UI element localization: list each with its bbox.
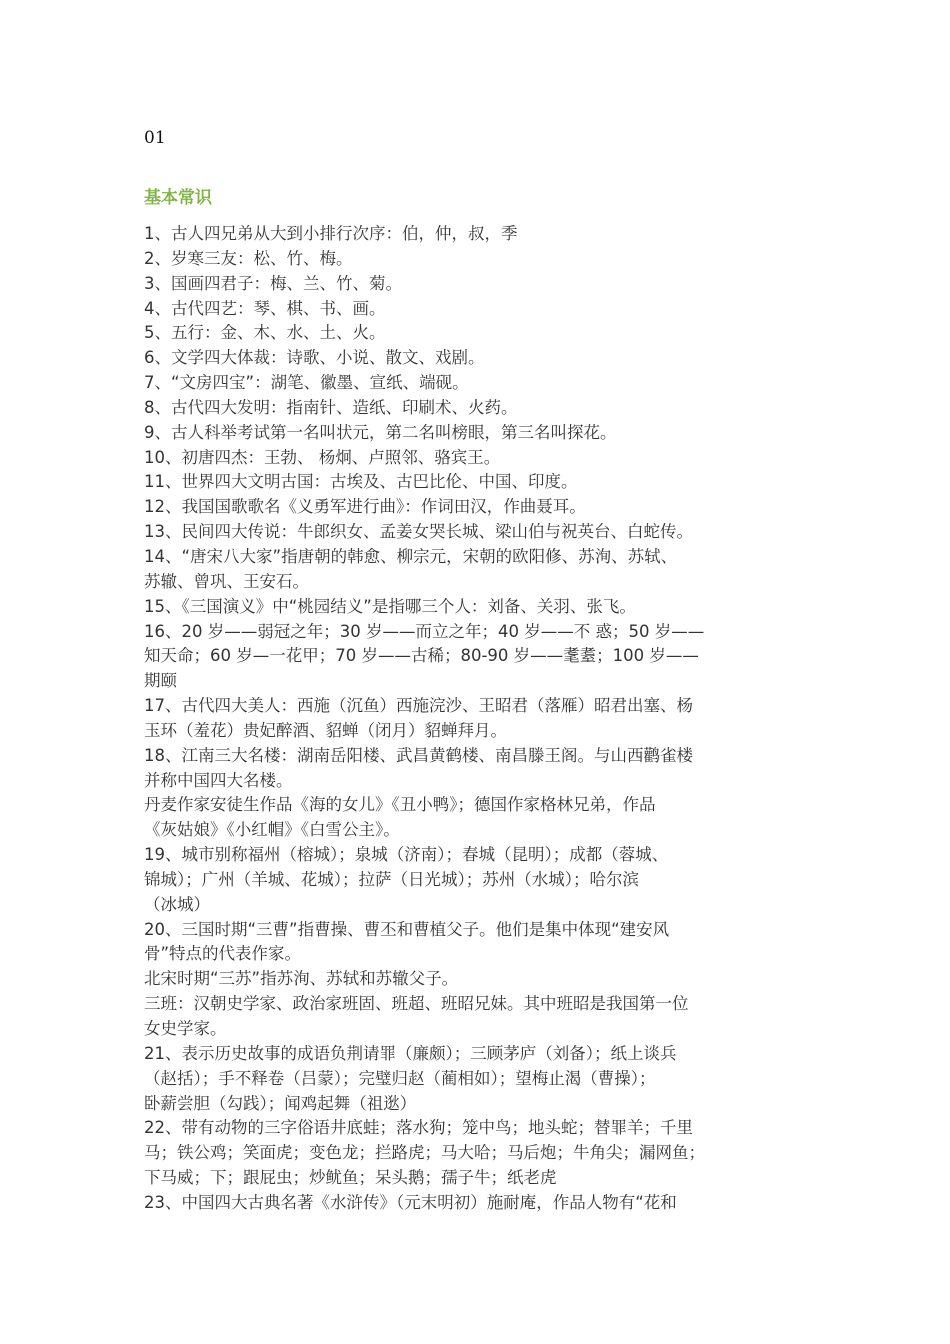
text-line: 19、城市别称福州（榕城）；泉城（济南）；春城（昆明）；成都（蓉城、 — [144, 845, 669, 865]
text-line: 知天命；60 岁—一花甲；70 岁——古稀；80-90 岁——耄耋；100 岁—— — [144, 646, 699, 666]
text-line: 22、带有动物的三字俗语井底蛙；落水狗；笼中鸟；地头蛇；替罪羊；千里 — [144, 1118, 693, 1138]
text-line: 骨”特点的代表作家。 — [144, 944, 302, 964]
text-line: （赵括）；手不释卷（吕蒙）；完璧归赵（蔺相如）；望梅止渴（曹操）； — [144, 1068, 656, 1088]
text-line: 4、古代四艺：琴、棋、书、画。 — [144, 298, 386, 318]
text-line: 女史学家。 — [144, 1019, 227, 1038]
section-title: 基本常识 — [144, 188, 212, 208]
text-line: 20、三国时期“三曹”指曹操、曹丕和曹植父子。他们是集中体现“建安风 — [144, 919, 670, 939]
text-line: 7、“文房四宝”：湖笔、徽墨、宣纸、端砚。 — [144, 373, 469, 393]
text-line: 丹麦作家安徒生作品《海的女儿》《丑小鸭》；德国作家格林兄弟，作品 — [144, 795, 656, 815]
text-line: 《灰姑娘》《小红帽》《白雪公主》。 — [144, 820, 400, 840]
text-line: 卧薪尝胆（勾践）；闻鸡起舞（祖逖） — [144, 1093, 417, 1113]
text-line: 5、五行：金、木、水、土、火。 — [144, 323, 386, 343]
text-line: 1、古人四兄弟从大到小排行次序：伯，仲，叔，季 — [144, 224, 518, 243]
text-line: 13、民间四大传说：牛郎织女、孟姜女哭长城、梁山伯与祝英台、白蛇传。 — [144, 522, 693, 542]
text-line: 并称中国四大名楼。 — [144, 770, 293, 790]
text-line: 下马威；下；跟屁虫；炒鱿鱼；呆头鹅；孺子牛；纸老虎 — [144, 1168, 557, 1188]
text-line: 12、我国国歌歌名《义勇军进行曲》：作词田汉，作曲聂耳。 — [144, 497, 586, 517]
text-line: 苏辙、曾巩、王安石。 — [144, 571, 309, 591]
text-line: 23、中国四大古典名著《水浒传》（元末明初）施耐庵，作品人物有“花和 — [144, 1192, 677, 1212]
text-line: 14、“唐宋八大家”指唐朝的韩愈、柳宗元，宋朝的欧阳修、苏洵、苏轼、 — [144, 546, 678, 566]
text-line: 3、国画四君子：梅、兰、竹、菊。 — [144, 273, 402, 293]
text-line: 8、古代四大发明：指南针、造纸、印刷术、火药。 — [144, 397, 518, 417]
text-line: 18、江南三大名楼：湖南岳阳楼、武昌黄鹤楼、南昌滕王阁。与山西鹳雀楼 — [144, 745, 693, 765]
text-line: 北宋时期“三苏”指苏洵、苏轼和苏辙父子。 — [144, 969, 459, 989]
text-line: 6、文学四大体裁：诗歌、小说、散文、戏剧。 — [144, 348, 485, 368]
text-line: 期颐 — [144, 671, 177, 691]
text-line: 2、岁寒三友：松、竹、梅。 — [144, 248, 353, 268]
text-line: 10、初唐四杰：王勃、 杨炯、卢照邻、骆宾王。 — [144, 447, 501, 467]
text-line: 11、世界四大文明古国：古埃及、古巴比伦、中国、印度。 — [144, 472, 578, 492]
text-line: 21、表示历史故事的成语负荆请罪（廉颇）；三顾茅庐（刘备）；纸上谈兵 — [144, 1043, 677, 1063]
text-line: 玉环（羞花）贵妃醉酒、貂蝉（闭月）貂蝉拜月。 — [144, 720, 507, 740]
text-line: 9、古人科举考试第一名叫状元，第二名叫榜眼，第三名叫探花。 — [144, 422, 617, 442]
text-line: 三班：汉朝史学家、政治家班固、班超、班昭兄妹。其中班昭是我国第一位 — [144, 994, 689, 1014]
page-number: 01 — [144, 128, 166, 148]
text-line: 15、《三国演义》中“桃园结义”是指哪三个人：刘备、关羽、张飞。 — [144, 596, 636, 616]
text-line: 马；铁公鸡；笑面虎；变色龙；拦路虎；马大哈；马后炮；牛角尖；漏网鱼； — [144, 1143, 705, 1163]
text-line: 锦城）；广州（羊城、花城）；拉萨（日光城）；苏州（水城）；哈尔滨 — [144, 869, 639, 889]
text-line: 16、20 岁——弱冠之年；30 岁——而立之年；40 岁——不 惑；50 岁—— — [144, 621, 705, 641]
text-line: 17、古代四大美人：西施（沉鱼）西施浣沙、王昭君（落雁）昭君出塞、杨 — [144, 696, 693, 716]
document-body — [144, 222, 808, 1216]
text-line: （冰城） — [144, 894, 210, 914]
